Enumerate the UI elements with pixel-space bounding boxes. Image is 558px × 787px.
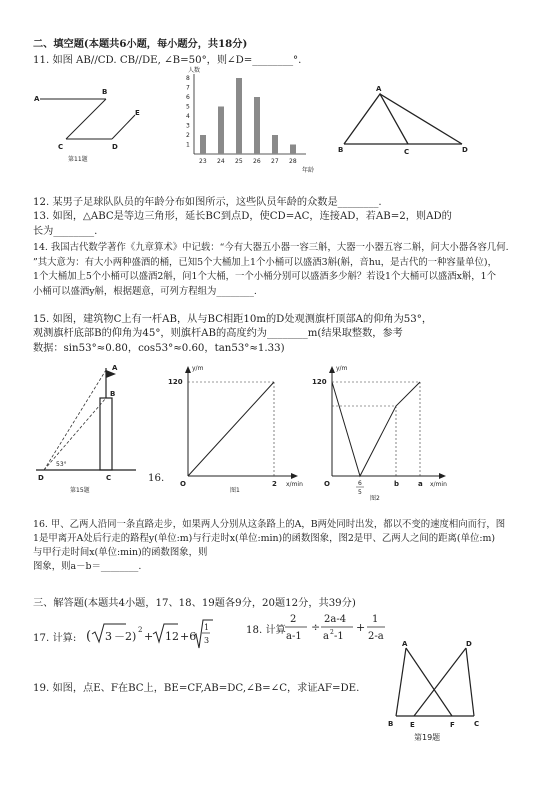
chart-x-tick-label: 27	[271, 158, 279, 165]
chart-y-tick-label: 7	[186, 84, 190, 92]
q16-fig2-caption: 图2	[370, 495, 380, 502]
svg-text:2: 2	[330, 629, 334, 636]
q17-formula	[86, 618, 210, 658]
section3-heading: 三、解答题(本题共4小题，17、18、19题各9分，20题12分，共39分)	[33, 598, 356, 609]
q19-point-a: A	[402, 640, 408, 648]
svg-text:2: 2	[138, 626, 143, 634]
q18-formula	[285, 608, 385, 652]
q16-fig1-caption: 图1	[230, 487, 240, 494]
q17-label: 17. 计算:	[33, 633, 77, 644]
section2-heading: 二、填空题(本题共6小题，每小题分，共18分)	[33, 38, 248, 50]
q19-caption: 第19题	[414, 733, 441, 742]
chart-y-tick-label: 1	[186, 141, 190, 149]
q13-point-a: A	[376, 85, 382, 93]
q15-point-b: B	[110, 390, 116, 398]
svg-text:+6: +6	[180, 630, 197, 643]
q15-point-d: D	[38, 474, 44, 482]
svg-text:÷: ÷	[311, 621, 321, 634]
q13-point-b: B	[338, 146, 344, 154]
q16-fig1-x-value: 2	[272, 480, 277, 488]
chart-y-tick-label: 8	[186, 75, 190, 82]
chart-bar-26	[254, 97, 260, 154]
q14-line2: ”其大意为：有大小两种盛酒的桶，已知5个大桶加上1个小桶可以盛酒3斛(斛，音hu，是古代的一种容量单位)，	[33, 257, 497, 268]
q19-point-e: E	[410, 721, 415, 729]
q19-point-d: D	[466, 640, 472, 648]
svg-text:2-a: 2-a	[368, 631, 384, 642]
q16-fig2-ylabel: y/m	[336, 365, 348, 372]
svg-text:1: 1	[372, 614, 379, 625]
q12-text: 12. 某男子足球队队员的年龄分布如图所示，这些队员年龄的众数是________.	[33, 197, 382, 208]
svg-text:12: 12	[165, 630, 179, 643]
q15-line3: 数据：sin53°≈0.80，cos53°≈0.60，tan53°≈1.33)	[33, 343, 285, 354]
q16-fig1-y-value: 120	[168, 378, 183, 386]
chart-bar-25	[236, 78, 242, 154]
chart-x-tick-label: 26	[253, 158, 261, 165]
age-bar-chart	[178, 68, 318, 180]
q16-fig2-origin: O	[324, 480, 330, 488]
svg-text:(: (	[86, 629, 92, 644]
q16-fig1-origin: O	[180, 480, 186, 488]
q13-line1: 13. 如图，△ABC是等边三角形，延长BC到点D，使CD=AC，连接AD，若AB=2，则AD的	[33, 211, 452, 222]
chart-x-tick-label: 24	[217, 158, 225, 165]
q11-figure	[34, 85, 150, 165]
chart-x-tick-label: 23	[199, 158, 207, 165]
q16-fig2-y-value: 120	[312, 378, 327, 386]
svg-text:1: 1	[204, 623, 210, 632]
svg-text:a: a	[323, 631, 329, 642]
q16-fig2-xlabel: x/min	[430, 481, 447, 488]
q14-line1: 14. 我国古代数学著作《九章算术》中记载：“今有大器五小器一容三斛，大器一小器五容二斛，问大小器各容几何.	[33, 242, 509, 253]
q15-figure	[36, 364, 146, 494]
chart-y-tick-label: 5	[186, 103, 190, 111]
q16-fig1-ylabel: y/m	[192, 365, 204, 372]
q16-figure-number: 16.	[148, 473, 165, 484]
q16-fig2-frac-num: 6	[358, 480, 362, 487]
q13-figure	[340, 86, 470, 156]
q16-line1: 16. 甲、乙两人沿同一条直路走步，如果两人分别从这条路上的A，B两处同时出发，都以不变的速度相向而行，图	[33, 519, 506, 530]
q15-angle: 53°	[56, 461, 67, 468]
q16-figure-2	[312, 364, 458, 504]
chart-y-tick-label: 3	[186, 122, 190, 130]
q13-point-d: D	[462, 146, 468, 154]
q16-line4: 图象，则a－b＝________.	[33, 561, 142, 572]
q15-point-c: C	[106, 474, 112, 482]
q19-text: 19. 如图，点E、F在BC上，BE=CF,AB=DC,∠B=∠C，求证AF=DE.	[33, 683, 360, 694]
q15-line1: 15. 如图，建筑物C上有一杆AB，从与BC相距10m的D处观测旗杆顶部A的仰角为53°，	[33, 314, 433, 325]
q19-figure	[388, 640, 502, 750]
chart-ylabel: 人数	[188, 67, 201, 74]
q19-point-b: B	[388, 720, 394, 728]
q16-line3: 与甲行走时间x(单位:min)的函数图象，则	[33, 547, 208, 558]
q11-caption: 第11题	[68, 156, 88, 163]
q18-label: 18. 计算	[246, 625, 286, 636]
chart-x-tick-label: 28	[289, 158, 297, 165]
q11-point-e: E	[135, 109, 140, 117]
q16-fig2-x-a: a	[418, 480, 423, 488]
q16-line2: 1是甲离开A处后行走的路程y(单位:m)与行走时x(单位:min)的函数图象，图2是甲、乙两人之间的距离(单位:m)	[33, 533, 496, 544]
q13-line2: 长为________.	[33, 226, 98, 237]
chart-xlabel: 年龄	[302, 167, 315, 174]
svg-text:a-1: a-1	[286, 631, 302, 642]
q11-point-d: D	[112, 143, 118, 151]
q13-point-c: C	[404, 148, 410, 156]
q14-line3: 1个大桶加上5个小桶可以盛酒2斛，问1个大桶，一个小桶分别可以盛酒多少斛？若设1个大桶可以盛酒x斛，1个	[33, 271, 496, 282]
chart-bar-28	[290, 145, 296, 155]
chart-x-tick-label: 25	[235, 158, 243, 165]
svg-text:－2): －2)	[114, 630, 137, 643]
chart-bar-23	[200, 135, 206, 154]
q11-point-b: B	[102, 88, 108, 96]
q11-text: 11. 如图 AB//CD. CB//DE, ∠B=50°，则∠D=________°.	[33, 55, 302, 66]
chart-y-tick-label: 2	[186, 132, 190, 139]
q15-caption: 第15题	[70, 487, 90, 494]
svg-text:-1: -1	[334, 631, 344, 642]
svg-text:2a-4: 2a-4	[324, 614, 347, 625]
q16-fig1-xlabel: x/min	[286, 481, 303, 488]
q16-figure-1	[168, 364, 306, 494]
q19-point-f: F	[450, 721, 455, 729]
q14-line4: 小桶可以盛酒y斛，根据题意，可列方程组为________.	[33, 286, 257, 297]
q15-point-a: A	[112, 364, 118, 372]
svg-text:3: 3	[204, 636, 210, 645]
svg-text:+: +	[356, 621, 366, 634]
q11-point-c: C	[58, 143, 64, 151]
q11-point-a: A	[34, 95, 40, 103]
q19-point-c: C	[474, 720, 480, 728]
q16-fig2-x-b: b	[394, 480, 400, 488]
svg-text:3: 3	[105, 630, 112, 643]
chart-bar-27	[272, 135, 278, 154]
chart-y-tick-label: 4	[186, 113, 190, 120]
svg-text:2: 2	[290, 614, 297, 625]
q16-fig2-frac-den: 5	[358, 489, 362, 496]
chart-y-tick-label: 6	[186, 94, 190, 101]
chart-bar-24	[218, 107, 224, 155]
svg-text:+: +	[144, 630, 154, 643]
q15-line2: 观测旗杆底部B的仰角为45°，则旗杆AB的高度约为________m(结果取整数，参考	[33, 328, 403, 339]
